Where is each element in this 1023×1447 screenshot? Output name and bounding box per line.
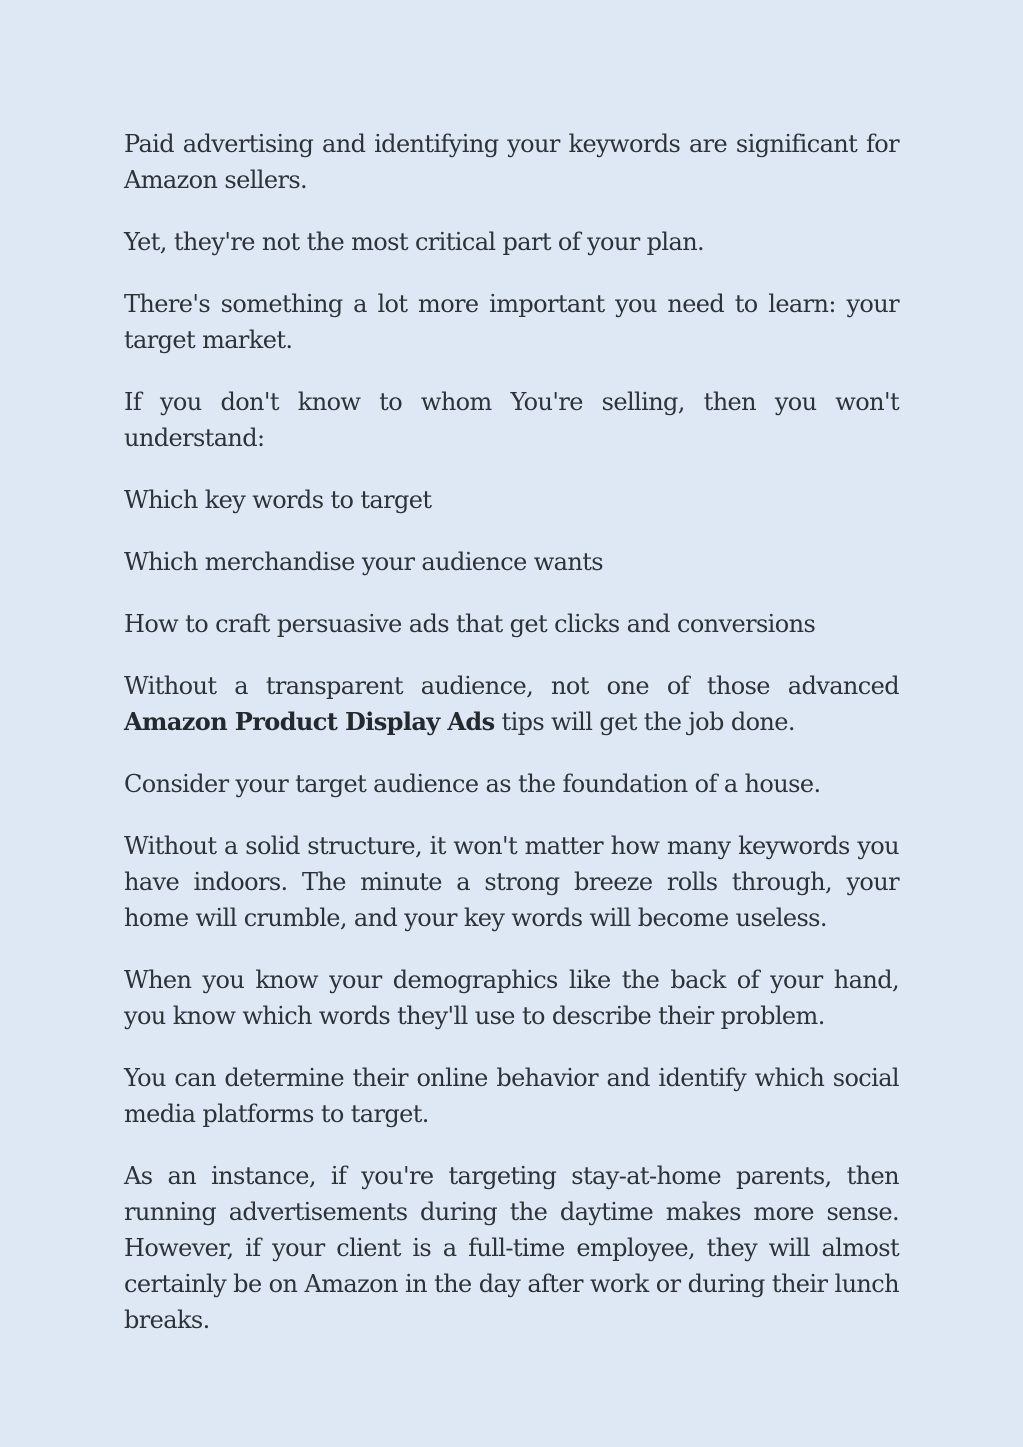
paragraph-10: Without a solid structure, it won't matter how many keywords you have indoors. The minute a strong breeze rolls through, your home will crumble, and your key words will become useless. (124, 832, 899, 932)
paragraph-4: If you don't know to whom You're selling, then you won't understand: (124, 388, 899, 452)
paragraph-11: When you know your demographics like the back of your hand, you know which words they'll use to describe their problem. (124, 966, 899, 1030)
bold-term: Amazon Product Display Ads (124, 707, 495, 736)
paragraph-8 (124, 668, 899, 740)
paragraph-5: Which key words to target (124, 486, 432, 514)
paragraph-13: As an instance, if you're targeting stay-at-home parents, then running advertisements during the daytime makes more sense. However, if your client is a full-time employee, they will almost certainly be on Amazon in the day after work or during their lunch breaks. (124, 1162, 899, 1334)
paragraph-8-text-before: Without a transparent audience, not one of those advanced (124, 672, 899, 700)
paragraph-12: You can determine their online behavior and identify which social media platforms to target. (124, 1064, 899, 1128)
paragraph-3: There's something a lot more important you need to learn: your target market. (124, 290, 899, 354)
paragraph-7: How to craft persuasive ads that get clicks and conversions (124, 610, 816, 638)
paragraph-1: Paid advertising and identifying your keywords are significant for Amazon sellers. (124, 130, 899, 194)
paragraph-2: Yet, they're not the most critical part of your plan. (124, 228, 705, 256)
paragraph-6: Which merchandise your audience wants (124, 548, 603, 576)
paragraph-8-text-after: tips will get the job done. (494, 708, 795, 736)
paragraph-9: Consider your target audience as the foundation of a house. (124, 770, 821, 798)
document-page (124, 126, 899, 1364)
